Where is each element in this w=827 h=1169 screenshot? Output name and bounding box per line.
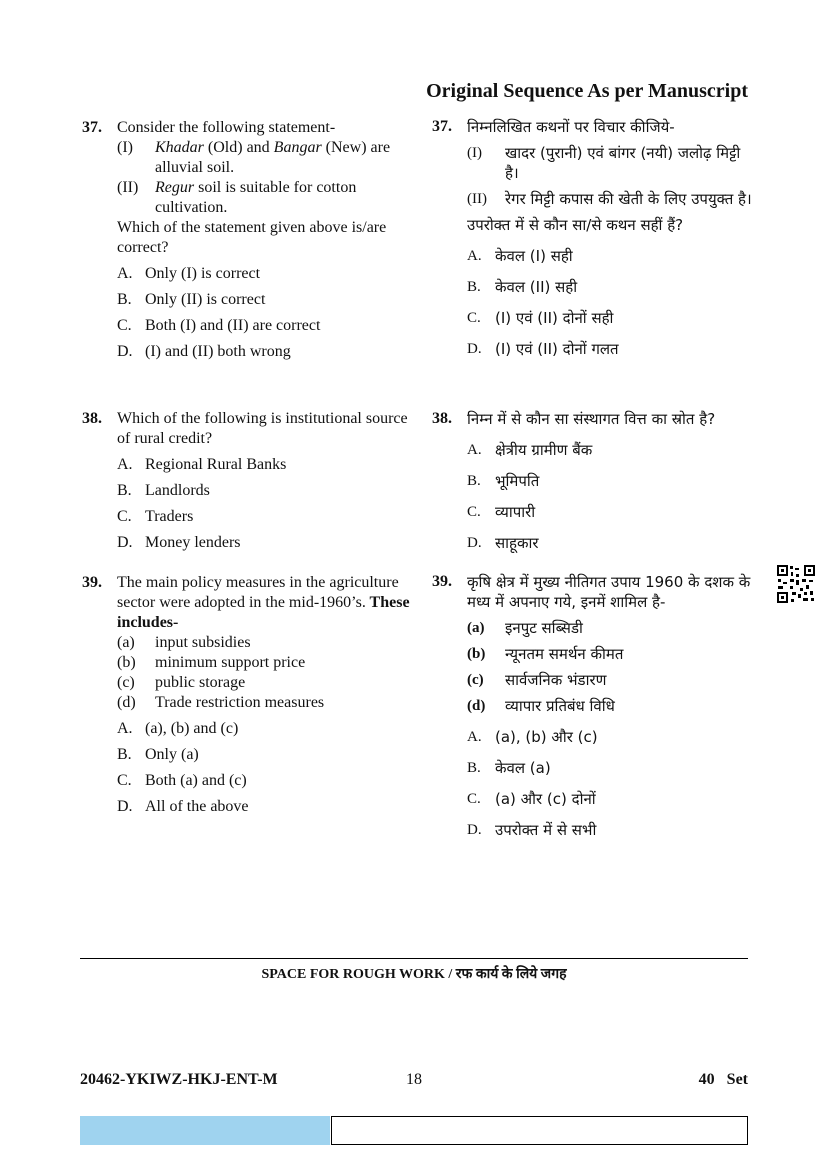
option-c: C. Both (a) and (c) bbox=[117, 772, 247, 789]
option-b: B. केवल (II) सही bbox=[467, 278, 578, 296]
question-tail: Which of the statement given above is/are correct? bbox=[117, 219, 387, 256]
item-c: (c) सार्वजनिक भंडारण bbox=[467, 671, 607, 689]
item-b: (b) न्यूनतम समर्थन कीमत bbox=[467, 645, 624, 663]
question-38-en bbox=[82, 409, 412, 553]
option-b: B. Only (a) bbox=[117, 746, 199, 763]
question-text: Consider the following statement- bbox=[117, 119, 336, 136]
option-c: C. Traders bbox=[117, 508, 194, 525]
set-number: 40 Set bbox=[698, 1071, 748, 1088]
statement-1: (I) खादर (पुरानी) एवं बांगर (नयी) जलोढ़ मिट्टी है। bbox=[467, 144, 741, 182]
option-d: D. Money lenders bbox=[117, 534, 241, 551]
question-number: 39. bbox=[82, 574, 102, 591]
footer-blank-box bbox=[331, 1116, 748, 1145]
statement-1: (I) Khadar (Old) and Bangar (New) are alluvial soil. bbox=[117, 139, 391, 176]
question-number: 39. bbox=[432, 573, 452, 590]
option-d: D. साहूकार bbox=[467, 534, 539, 552]
page-number: 18 bbox=[406, 1071, 422, 1088]
question-37-en bbox=[82, 118, 412, 362]
option-c: C. Both (I) and (II) are correct bbox=[117, 317, 321, 334]
option-a: A. केवल (I) सही bbox=[467, 247, 573, 265]
item-a: (a) इनपुट सब्सिडी bbox=[467, 619, 583, 637]
question-number: 38. bbox=[432, 410, 452, 427]
question-text: कृषि क्षेत्र में मुख्य नीतिगत उपाय 1960 के दशक के मध्य में अपनाए गये, इनमें शामिल है- bbox=[467, 573, 751, 611]
question-text: निम्नलिखित कथनों पर विचार कीजिये- bbox=[467, 118, 675, 136]
item-d: (d) Trade restriction measures bbox=[117, 694, 325, 711]
qr-code-icon bbox=[776, 564, 816, 604]
option-d: D. (I) and (II) both wrong bbox=[117, 343, 291, 360]
question-text: The main policy measures in the agriculture sector were adopted in the mid-1960’s. These includes- bbox=[117, 574, 410, 631]
question-39-hi bbox=[432, 572, 752, 840]
page-header-title: Original Sequence As per Manuscript bbox=[426, 80, 748, 102]
option-c: C. व्यापारी bbox=[467, 503, 536, 521]
question-text: निम्न में से कौन सा संस्थागत वित्त का स्रोत है? bbox=[467, 410, 716, 428]
question-tail: उपरोक्त में से कौन सा/से कथन सहीं हैं? bbox=[467, 216, 684, 234]
option-d: D. All of the above bbox=[117, 798, 249, 815]
question-number: 37. bbox=[432, 118, 452, 135]
option-b: B. केवल (a) bbox=[467, 759, 551, 777]
paper-code: 20462-YKIWZ-HKJ-ENT-M bbox=[80, 1071, 278, 1088]
rough-work-divider bbox=[80, 958, 748, 959]
statement-2: (II) रेगर मिट्टी कपास की खेती के लिए उपयुक्त है। bbox=[467, 190, 752, 208]
item-d: (d) व्यापार प्रतिबंध विधि bbox=[467, 697, 615, 715]
question-38-hi bbox=[432, 409, 752, 553]
question-number: 38. bbox=[82, 410, 102, 427]
option-d: D. उपरोक्त में से सभी bbox=[467, 821, 597, 839]
option-c: C. (a) और (c) दोनों bbox=[467, 790, 596, 808]
question-37-hi bbox=[432, 117, 752, 359]
rough-work-label: SPACE FOR ROUGH WORK / रफ कार्य के लिये जगह bbox=[261, 967, 567, 982]
option-c: C. (I) एवं (II) दोनों सही bbox=[467, 309, 614, 327]
option-b: B. भूमिपति bbox=[467, 472, 540, 490]
statement-2: (II) Regur soil is suitable for cotton cultivation. bbox=[117, 179, 357, 216]
question-text: Which of the following is institutional source of rural credit? bbox=[117, 410, 408, 447]
option-a: A. Only (I) is correct bbox=[117, 265, 261, 282]
item-b: (b) minimum support price bbox=[117, 654, 306, 671]
question-number: 37. bbox=[82, 119, 102, 136]
footer-color-bar bbox=[80, 1116, 330, 1145]
option-d: D. (I) एवं (II) दोनों गलत bbox=[467, 340, 619, 358]
option-a: A. Regional Rural Banks bbox=[117, 456, 287, 473]
item-c: (c) public storage bbox=[117, 674, 246, 691]
option-b: B. Landlords bbox=[117, 482, 210, 499]
question-39-en bbox=[82, 573, 412, 817]
item-a: (a) input subsidies bbox=[117, 634, 251, 651]
option-a: A. (a), (b) and (c) bbox=[117, 720, 239, 737]
option-b: B. Only (II) is correct bbox=[117, 291, 266, 308]
option-a: A. क्षेत्रीय ग्रामीण बैंक bbox=[467, 441, 593, 459]
option-a: A. (a), (b) और (c) bbox=[467, 728, 598, 746]
